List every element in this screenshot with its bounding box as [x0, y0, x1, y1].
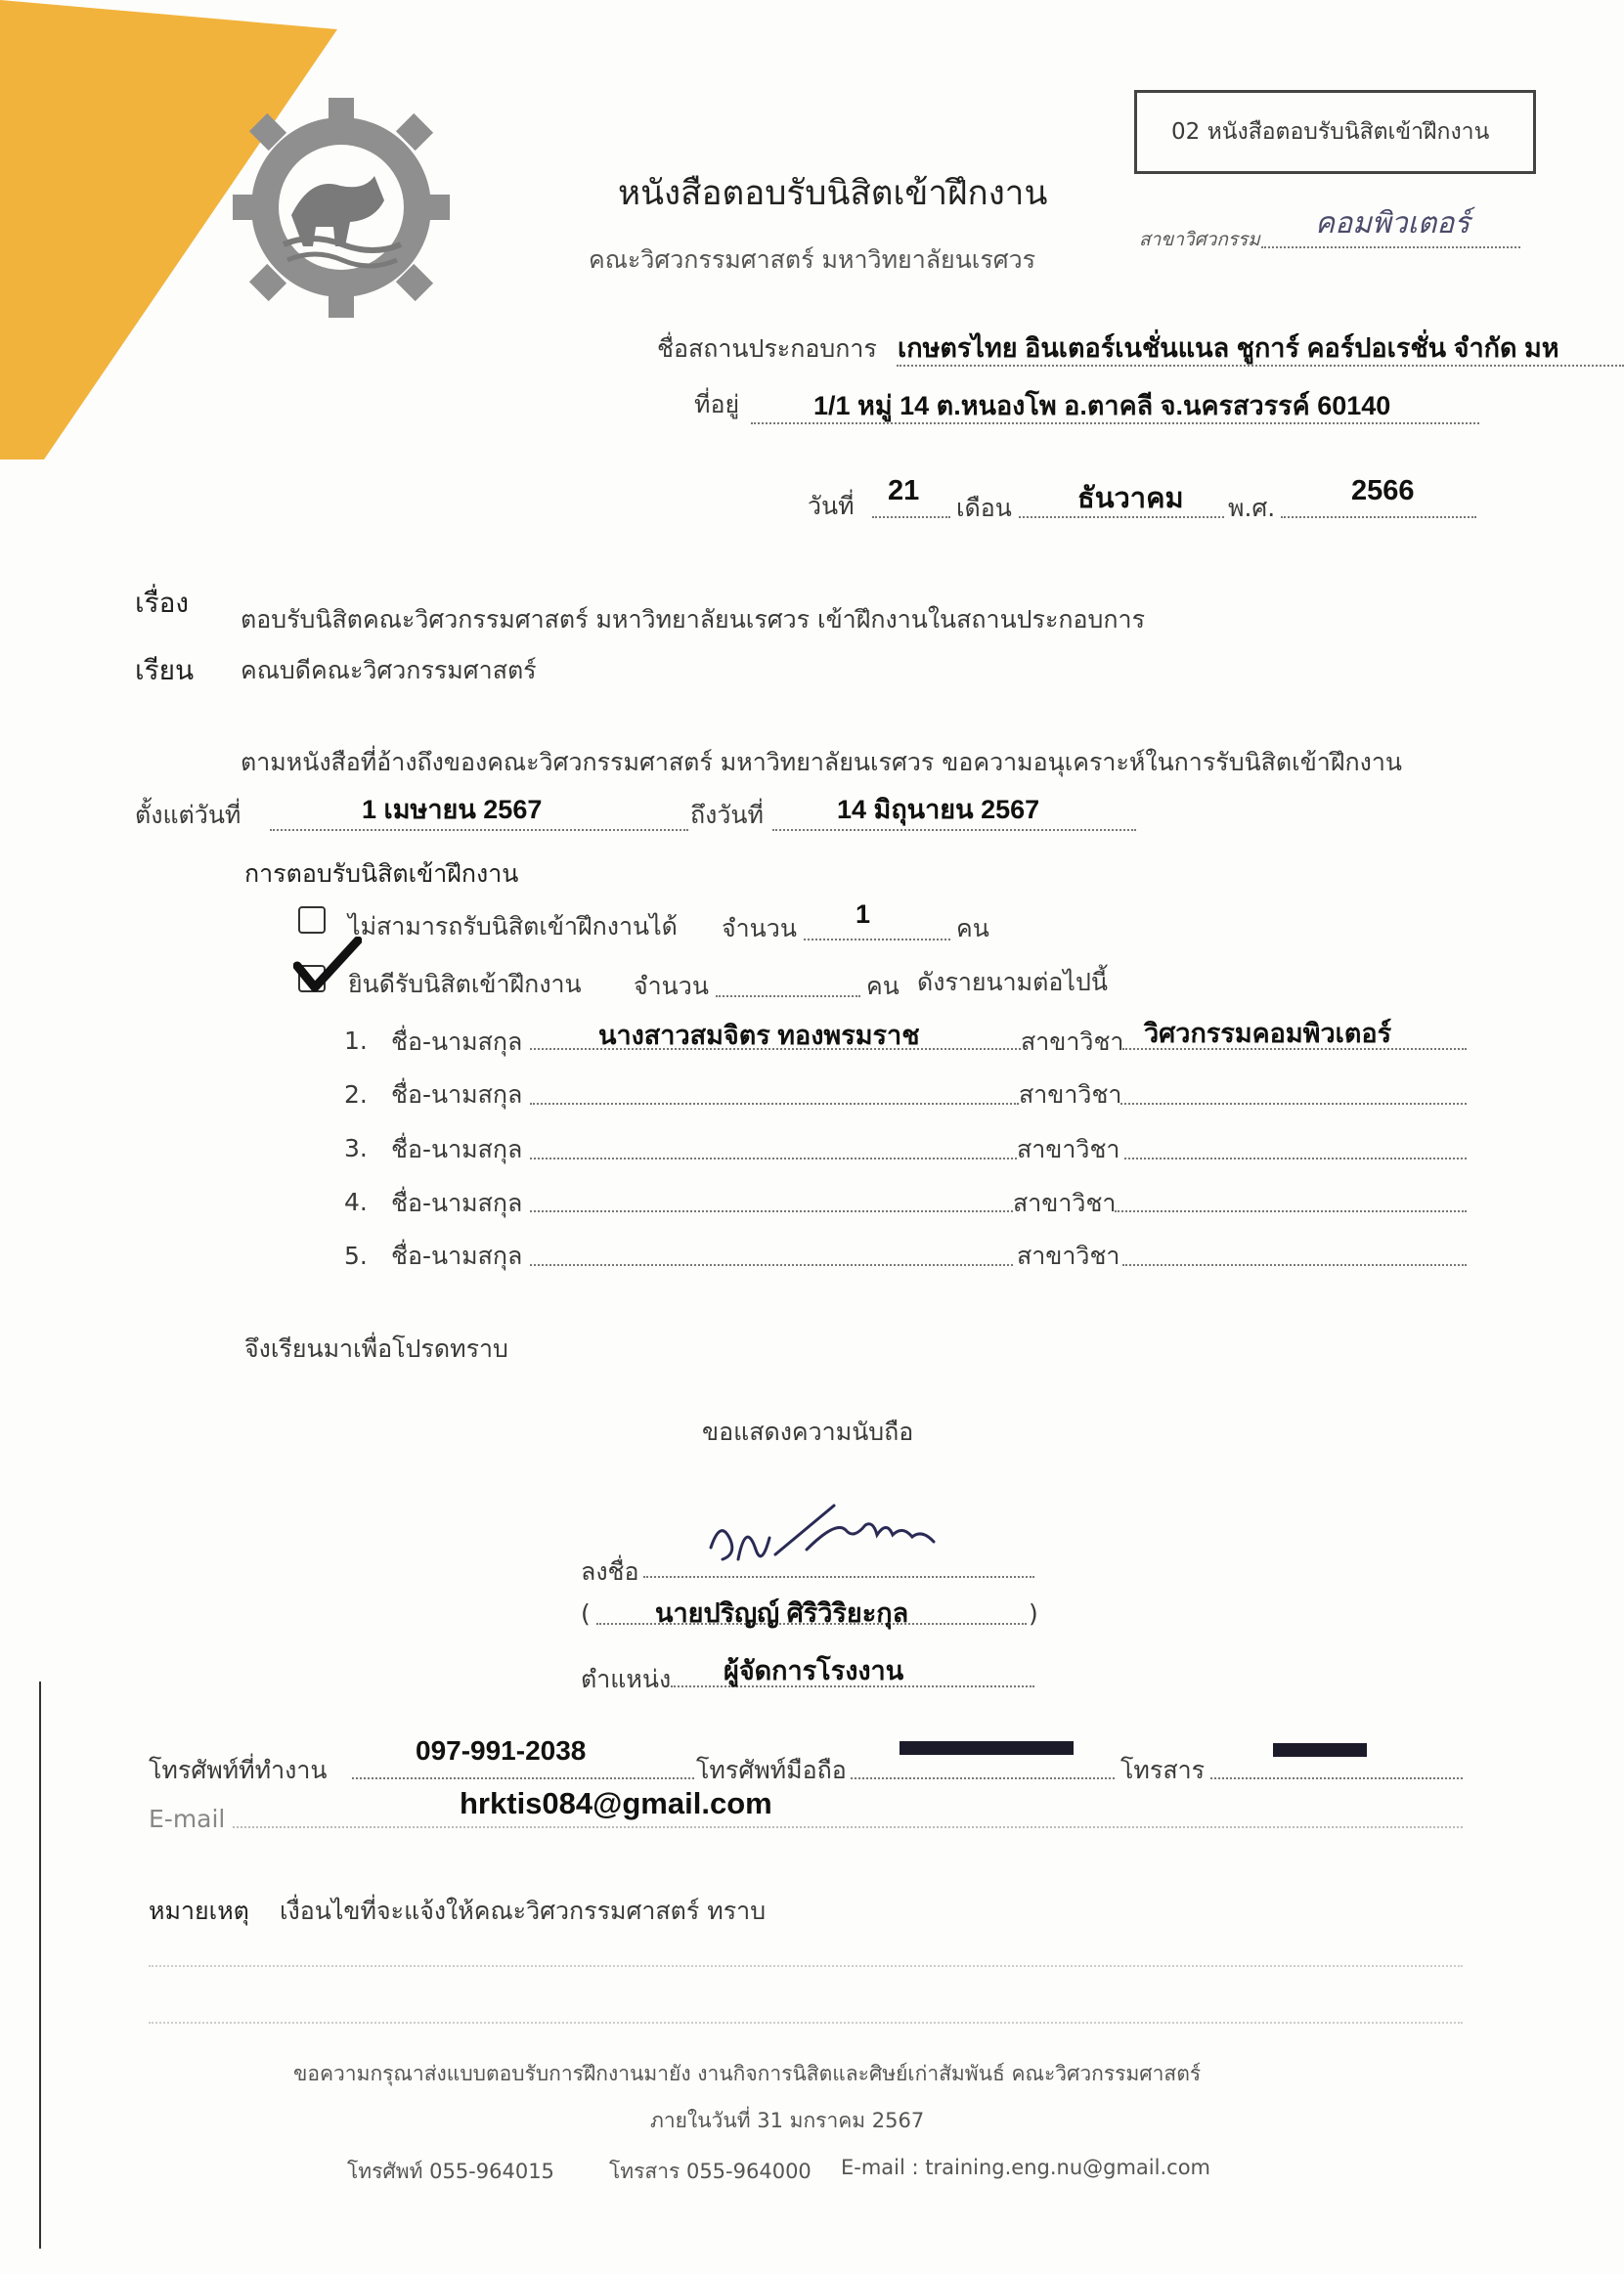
reject-checkbox[interactable]: [298, 906, 326, 934]
sign-label: ลงชื่อ: [581, 1557, 639, 1586]
from-date: 1 เมษายน 2567: [362, 795, 543, 824]
fax-label: โทรสาร: [1120, 1756, 1206, 1784]
position: ผู้จัดการโรงงาน: [724, 1656, 904, 1685]
student-name-label: ชื่อ-นามสกุล: [391, 1080, 523, 1109]
form-code: 02 หนังสือตอบรับนิสิตเข้าฝึกงาน: [1171, 119, 1490, 145]
signature-icon: [699, 1501, 992, 1579]
day-label: วันที่: [808, 492, 855, 520]
address: 1/1 หมู่ 14 ต.หนองโพ อ.ตาคลี จ.นครสวรรค์ 60140: [813, 391, 1391, 420]
from-date-label: ตั้งแต่วันที่: [135, 801, 241, 829]
acceptance-heading: การตอบรับนิสิตเข้าฝึกงาน: [244, 859, 519, 888]
student-name-label: ชื่อ-นามสกุล: [391, 1189, 523, 1217]
student-name-label: ชื่อ-นามสกุล: [391, 1242, 523, 1270]
remark-text: เงื่อนไขที่จะแจ้งให้คณะวิศวกรรมศาสตร์ ทราบ: [280, 1897, 767, 1925]
remark-label: หมายเหตุ: [149, 1897, 249, 1925]
company-name-label: ชื่อสถานประกอบการ: [657, 334, 877, 363]
year-label: พ.ศ.: [1228, 494, 1276, 522]
accept-label: ยินดีรับนิสิตเข้าฝึกงาน: [348, 970, 582, 998]
footer-phone: โทรศัพท์ 055-964015: [347, 2160, 554, 2183]
work-phone-label: โทรศัพท์ที่ทำงาน: [149, 1756, 328, 1784]
student-major-label: สาขาวิชา: [1013, 1189, 1117, 1217]
fax-redaction: [1273, 1743, 1367, 1757]
accept-suffix: ดังรายนามต่อไปนี้: [917, 968, 1108, 996]
reject-label: ไม่สามารถรับนิสิตเข้าฝึกงานได้: [348, 912, 678, 940]
student-num: 2.: [344, 1080, 368, 1109]
work-phone: 097-991-2038: [416, 1735, 587, 1766]
student-num: 3.: [344, 1134, 368, 1162]
subject-label: เรื่อง: [135, 587, 190, 619]
student-num: 4.: [344, 1188, 368, 1216]
address-label: ที่อยู่: [694, 390, 740, 418]
student-major-label: สาขาวิชา: [1019, 1080, 1122, 1109]
reject-count-label: จำนวน: [722, 914, 797, 942]
reject-unit: คน: [956, 914, 989, 942]
email-label: E-mail: [149, 1805, 226, 1833]
student-major: วิศวกรรมคอมพิวเตอร์: [1144, 1019, 1392, 1048]
student-major-label: สาขาวิชา: [1017, 1242, 1120, 1270]
position-label: ตำแหน่ง: [581, 1665, 672, 1693]
page-title: หนังสือตอบรับนิสิตเข้าฝึกงาน: [618, 174, 1048, 213]
open-paren: (: [581, 1599, 591, 1628]
signer-name: นายปริญญ์ ศิริวิริยะกุล: [655, 1598, 909, 1628]
footer-fax: โทรสาร 055-964000: [609, 2160, 812, 2183]
student-name-label: ชื่อ-นามสกุล: [391, 1135, 523, 1163]
reject-count: 1: [856, 899, 871, 929]
subject-text: ตอบรับนิสิตคณะวิศวกรรมศาสตร์ มหาวิทยาลัยนเรศวร เข้าฝึกงานในสถานประกอบการ: [241, 605, 1146, 634]
page-edge-line: [39, 1682, 41, 2249]
month: ธันวาคม: [1077, 483, 1184, 514]
body-intro: ตามหนังสือที่อ้างถึงของคณะวิศวกรรมศาสตร์ มหาวิทยาลัยนเรศวร ขอความอนุเคราะห์ในการรับนิสิตเข้าฝึกงาน: [241, 748, 1402, 776]
student-name-label: ชื่อ-นามสกุล: [391, 1028, 523, 1056]
close-paren: ): [1029, 1599, 1038, 1628]
year: 2566: [1351, 475, 1415, 506]
email: hrktis084@gmail.com: [460, 1786, 772, 1820]
to-label: เรียน: [135, 654, 195, 686]
regards: ขอแสดงความนับถือ: [702, 1418, 914, 1446]
to-date-label: ถึงวันที่: [690, 801, 764, 829]
please-inform: จึงเรียนมาเพื่อโปรดทราบ: [244, 1334, 508, 1363]
student-name: นางสาวสมจิตร ทองพรมราช: [598, 1021, 920, 1050]
major-handwritten: คอมพิวเตอร์: [1315, 206, 1470, 241]
student-major-label: สาขาวิชา: [1021, 1028, 1124, 1056]
accept-unit: คน: [866, 972, 900, 1000]
company-name: เกษตรไทย อินเตอร์เนชั่นแนล ชูการ์ คอร์ปอเรชั่น จำกัด มห: [898, 333, 1559, 363]
mobile-redaction: [900, 1741, 1074, 1755]
faculty-logo-icon: [233, 98, 450, 318]
footer-line1: ขอความกรุณาส่งแบบตอบรับการฝึกงานมายัง งานกิจการนิสิตและศิษย์เก่าสัมพันธ์ คณะวิศวกรรมศาสตร์: [293, 2062, 1202, 2085]
footer-line2: ภายในวันที่ 31 มกราคม 2567: [650, 2109, 925, 2132]
student-major-label: สาขาวิชา: [1017, 1135, 1120, 1163]
to-text: คณบดีคณะวิศวกรรมศาสตร์: [241, 656, 537, 684]
student-num: 5.: [344, 1242, 368, 1270]
footer-email: E-mail : training.eng.nu@gmail.com: [841, 2156, 1210, 2179]
faculty-line: คณะวิศวกรรมศาสตร์ มหาวิทยาลัยนเรศวร: [589, 245, 1036, 274]
major-label: สาขาวิศวกรรม: [1139, 229, 1260, 250]
accept-count-label: จำนวน: [634, 972, 709, 1000]
student-num: 1.: [344, 1027, 368, 1055]
mobile-label: โทรศัพท์มือถือ: [696, 1756, 847, 1784]
to-date: 14 มิถุนายน 2567: [837, 795, 1040, 824]
day: 21: [888, 475, 920, 506]
month-label: เดือน: [956, 494, 1012, 522]
